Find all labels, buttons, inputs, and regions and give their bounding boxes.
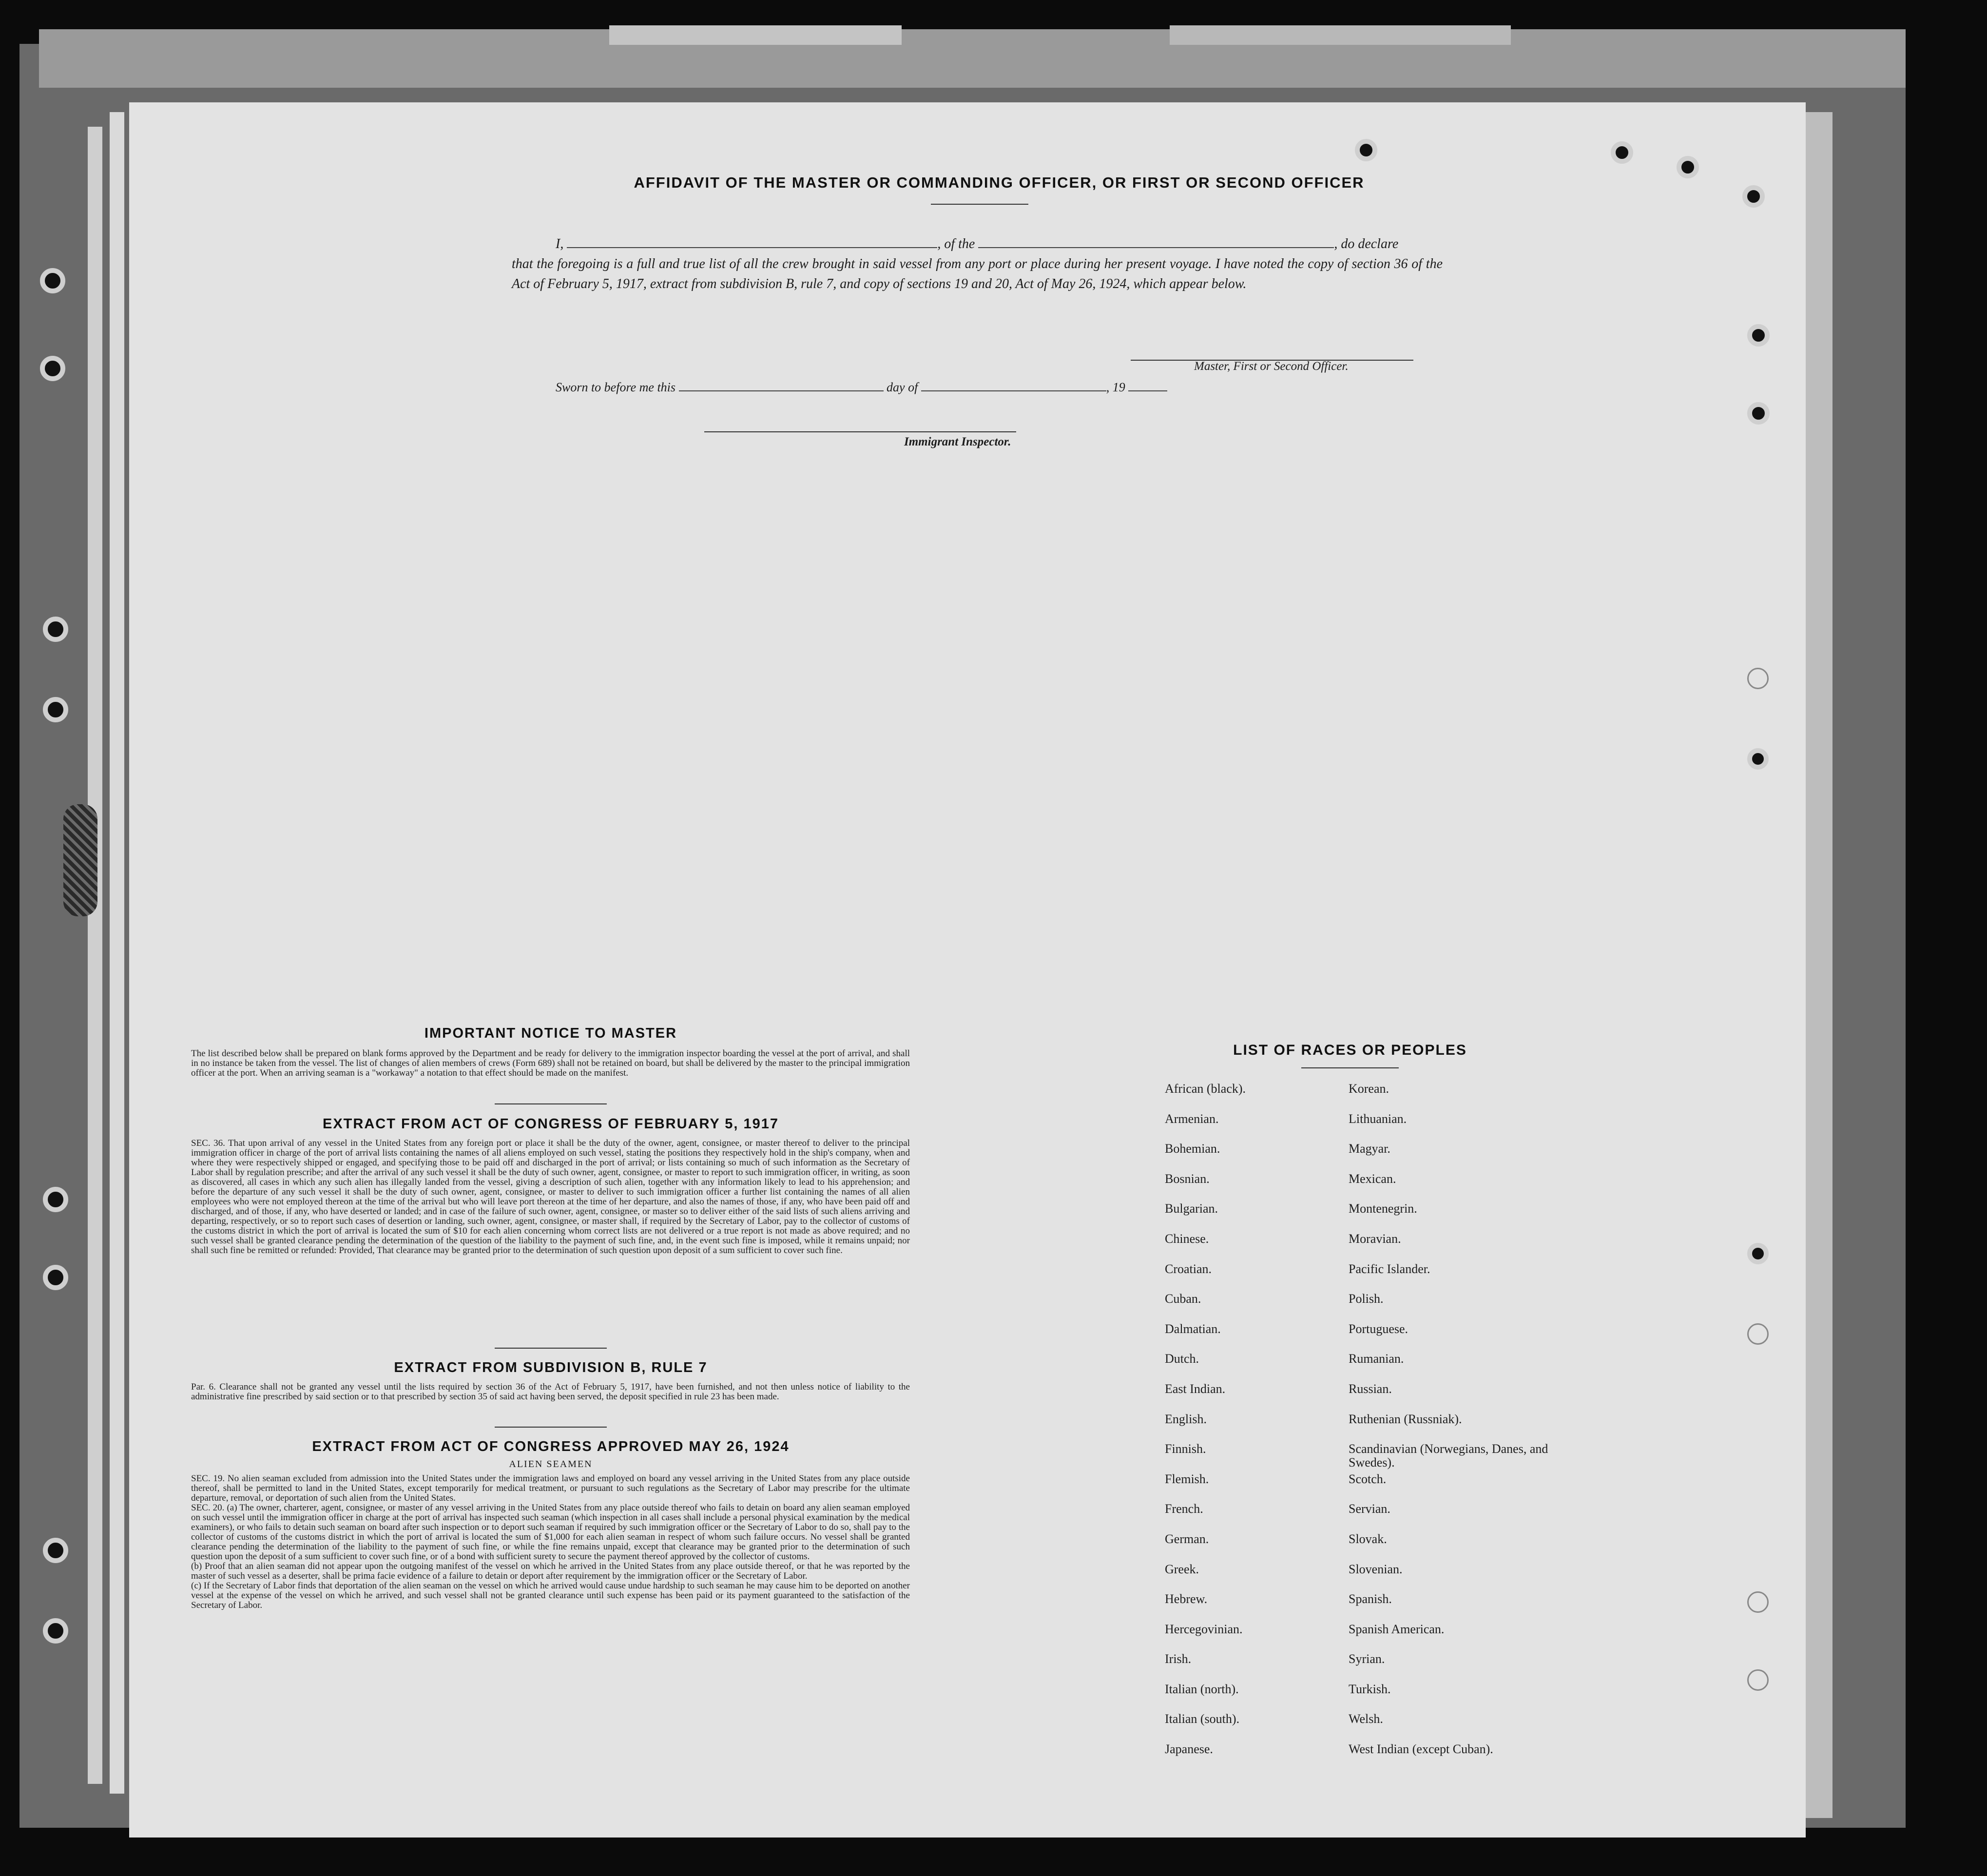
races-title: LIST OF RACES OR PEOPLES (1233, 1042, 1467, 1058)
binding-hole (43, 1538, 68, 1563)
race-item: African (black). (1165, 1082, 1246, 1096)
year-label: , 19 (1106, 380, 1125, 394)
sworn-day-field[interactable] (679, 390, 884, 391)
race-item: Italian (north). (1165, 1682, 1239, 1696)
affidavit-title: AFFIDAVIT OF THE MASTER OR COMMANDING OFFICER, OR FIRST OR SECOND OFFICER (634, 174, 1365, 191)
punch-hole-outline (1747, 1669, 1769, 1691)
do-declare-label: , do declare (1334, 236, 1399, 251)
day-of-label: day of (887, 380, 918, 394)
alien-seamen-subtitle: ALIEN SEAMEN (509, 1459, 593, 1470)
binding-hole (43, 1187, 68, 1212)
race-item: Italian (south). (1165, 1712, 1240, 1726)
race-item: Portuguese. (1349, 1321, 1408, 1336)
binding-hole (43, 617, 68, 642)
race-item: East Indian. (1165, 1381, 1226, 1396)
race-item: Mexican. (1349, 1171, 1396, 1186)
punch-hole (1355, 139, 1377, 161)
notice-text: The list described below shall be prepared on blank forms approved by the Department and be ready for delivery to the immigration inspector boarding the vessel at the port of arrival, and shall in no instance be taken from the vessel. The list of changes of alien members of crews (Form 689) shall not be retained on board, but shall be delivered by the master to the principal immigration officer at the port. When an arriving seaman is a "workaway" a notation to that effect should be made on the manifest. (191, 1048, 910, 1078)
race-item: Lithuanian. (1349, 1111, 1407, 1126)
race-item: Polish. (1349, 1292, 1384, 1306)
punch-hole (1747, 402, 1770, 425)
binding-hole (40, 268, 65, 293)
sworn-month-field[interactable] (921, 390, 1106, 391)
section-rule (495, 1348, 607, 1349)
race-item: Chinese. (1165, 1231, 1209, 1246)
punch-hole (1747, 748, 1769, 770)
page-edge-right (1803, 112, 1833, 1818)
race-item: Welsh. (1349, 1712, 1383, 1726)
race-item: Turkish. (1349, 1682, 1391, 1696)
punch-hole (1747, 1243, 1769, 1264)
race-item: Japanese. (1165, 1742, 1213, 1757)
race-item: Spanish. (1349, 1592, 1392, 1606)
page-edge-left (88, 127, 102, 1784)
race-item: West Indian (except Cuban). (1349, 1742, 1493, 1757)
torn-edge (609, 25, 902, 45)
backing-board-top (39, 29, 1906, 88)
race-item: Rumanian. (1349, 1352, 1404, 1366)
race-item: Greek. (1165, 1562, 1199, 1576)
page-edge-left-2 (110, 112, 124, 1794)
notice-title: IMPORTANT NOTICE TO MASTER (424, 1025, 677, 1041)
races-column-2 (1349, 1082, 1553, 1773)
extract-1917-text: SEC. 36. That upon arrival of any vessel in the United States from any foreign port or place it shall be the duty of the owner, agent, consignee, or master thereof to deliver to the principal immigration officer in charge of the port of arrival lists containing the names of all aliens employed on such vessel, stating the positions they respectively hold in the ship's company, when and where they were respectively shipped or engaged, and specifying those to be paid off and discharged in the port of arrival; or lists containing so much of such information as the Secretary of Labor shall by regulation prescribe; and after the arrival of any such vessel it shall be the duty of such owner, agent, consignee, or master to report to such immigration officer, in writing, as soon as discovered, all cases in which any such alien has illegally landed from the vessel, giving a description of such alien, together with any information likely to lead to his apprehension; and before the departure of any such vessel it shall be the duty of such owner, agent, consignee, or master to deliver to such immigration officer a further list containing the names of all alien employees who were not employed thereon at the time of the arrival but who will leave port thereon at the time of her departure, and also the names of those, if any, who have been paid off and discharged, and of those, if any, who have deserted or landed; and in case of the failure of such owner, agent, consignee, or master so to deliver either of the said lists of such aliens arriving and departing, respectively, or so to report such cases of desertion or landing, such owner, agent, consignee, or master shall, if required by the Secretary of Labor, pay to the collector of customs of the customs district in which the port of arrival is located the sum of $10 for each alien concerning whom correct lists are not delivered or a true report is not made as above required; and no such vessel shall be granted clearance pending the determination of the question of the liability to the payment of such fine, and, in the event such fine is imposed, while it remains unpaid; nor shall such fine be remitted or refunded: Provided, That clearance may be granted prior to the determination of such question upon deposit of a sum sufficient to cover such fine. (191, 1138, 910, 1256)
of-the-label: , of the (937, 236, 975, 251)
punch-hole-outline (1747, 1323, 1769, 1345)
race-item: Montenegrin. (1349, 1201, 1417, 1216)
torn-edge (1170, 25, 1511, 45)
race-item: Bosnian. (1165, 1171, 1210, 1186)
race-item: Scotch. (1349, 1471, 1387, 1486)
extract-1924-title: EXTRACT FROM ACT OF CONGRESS APPROVED MAY 26, 1924 (312, 1439, 790, 1454)
punch-hole (1747, 324, 1770, 347)
binding-hole (43, 1618, 68, 1644)
race-item: German. (1165, 1531, 1209, 1546)
race-item: Slovak. (1349, 1531, 1387, 1546)
i-label: I, (556, 236, 564, 251)
race-item: Armenian. (1165, 1111, 1219, 1126)
race-item: Syrian. (1349, 1652, 1385, 1666)
inspector-label: Immigrant Inspector. (904, 435, 1011, 448)
vessel-field[interactable] (978, 247, 1334, 248)
binding-hole (40, 356, 65, 381)
master-signature-label: Master, First or Second Officer. (1194, 360, 1349, 373)
race-item: Russian. (1349, 1381, 1392, 1396)
race-item: English. (1165, 1412, 1207, 1426)
race-item: Slovenian. (1349, 1562, 1403, 1576)
race-item: Dalmatian. (1165, 1321, 1221, 1336)
race-item: Hebrew. (1165, 1592, 1208, 1606)
section-rule (495, 1103, 607, 1104)
races-rule (1301, 1067, 1399, 1068)
punch-hole-outline (1747, 1591, 1769, 1613)
affidavit-declaration (512, 234, 1443, 294)
race-item: Pacific Islander. (1349, 1261, 1430, 1276)
race-item: Scandinavian (Norwegians, Danes, and Swedes). (1349, 1442, 1548, 1470)
title-rule (931, 204, 1028, 205)
name-field[interactable] (567, 247, 937, 248)
punch-hole (1611, 141, 1633, 164)
sec19-text: SEC. 19. No alien seaman excluded from admission into the United States under the immigration laws and employed on board any vessel arriving in the United States from any place outside thereof, shall be permitted to land in the United States, except temporarily for medical treatment, or pursuant to such regulations as the Secretary of Labor may prescribe for the ultimate departure, removal, or deportation of such alien from the United States. (191, 1473, 910, 1503)
race-item: Servian. (1349, 1502, 1390, 1516)
race-item: Bulgarian. (1165, 1201, 1218, 1216)
sec20a-text: SEC. 20. (a) The owner, charterer, agent, consignee, or master of any vessel arriving in the United States from any place outside thereof who fails to detain on board any alien seaman employed on such vessel until the immigration officer in charge at the port of arrival has inspected such seaman (which inspection in all cases shall include a personal physical examination by the medical examiners), or who fails to detain such seaman on board after such inspection or to deport such seaman if required by such immigration officer or the Secretary of Labor to do so, shall pay to the collector of customs of the customs district in which the port of arrival is located the sum of $1,000 for each alien seaman in respect of whom such failure occurs. No vessel shall be granted clearance pending the determination of the liability to the payment of such fine, or while the fine remains unpaid, except that clearance may be granted prior to the determination of such question upon the deposit of a sum sufficient to cover such fine, or of a bond with sufficient surety to secure the payment thereof approved by the collector of customs. (191, 1503, 910, 1562)
extract-1917-title: EXTRACT FROM ACT OF CONGRESS OF FEBRUARY 5, 1917 (322, 1116, 779, 1132)
race-item: Dutch. (1165, 1352, 1199, 1366)
extract-1924-text (191, 1474, 910, 1610)
race-item: Flemish. (1165, 1471, 1209, 1486)
extract-rule7-text: Par. 6. Clearance shall not be granted any vessel until the lists required by section 36 of the Act of February 5, 1917, have been furnished, and not then unless notice of liability to the administrative fine prescribed by said section or to that prescribed by section 35 of said act having been served, the deposit specified in rule 23 has been made. (191, 1382, 910, 1402)
punch-hole (1677, 156, 1699, 178)
race-item: Korean. (1349, 1082, 1389, 1096)
race-item: Irish. (1165, 1652, 1192, 1666)
race-item: Croatian. (1165, 1261, 1212, 1276)
sworn-year-field[interactable] (1128, 390, 1167, 391)
race-item: Ruthenian (Russniak). (1349, 1412, 1462, 1426)
races-column-1 (1165, 1082, 1246, 1773)
binding-hole (43, 697, 68, 722)
race-item: Cuban. (1165, 1292, 1201, 1306)
binding-cord (63, 804, 97, 916)
race-item: Magyar. (1349, 1141, 1390, 1156)
sworn-label: Sworn to before me this (556, 380, 676, 394)
race-item: Finnish. (1165, 1442, 1206, 1456)
affidavit-body: that the foregoing is a full and true list of all the crew brought in said vessel from any port or place during her present voyage. I have noted the copy of section 36 of the Act of February 5, 1917, extract from subdivision B, rule 7, and copy of sections 19 and 20, Act of May 26, 1924, which appear below. (512, 256, 1443, 291)
punch-hole-outline (1747, 668, 1769, 689)
race-item: French. (1165, 1502, 1203, 1516)
sec20b-text: (b) Proof that an alien seaman did not appear upon the outgoing manifest of the vessel on which he arrived in the United States from any place outside thereof, or that he was reported by the master of such vessel as a deserter, shall be prima facie evidence of a failure to detain or deport after requirement by the immigration officer or the Secretary of Labor. (191, 1561, 910, 1581)
race-item: Hercegovinian. (1165, 1622, 1243, 1636)
section-rule (495, 1427, 607, 1428)
sec20c-text: (c) If the Secretary of Labor finds that deportation of the alien seaman on the vessel on which he arrived would cause undue hardship to such seaman he may cause him to be deported on another vessel at the expense of the vessel on which he arrived, and such vessel shall not be granted clearance until such expense has been paid or its payment guaranteed to the satisfaction of the Secretary of Labor. (191, 1581, 910, 1610)
inspector-signature-line[interactable] (704, 431, 1016, 432)
punch-hole (1742, 185, 1765, 208)
race-item: Moravian. (1349, 1231, 1401, 1246)
binding-hole (43, 1265, 68, 1290)
sworn-line (556, 380, 1167, 395)
extract-rule7-title: EXTRACT FROM SUBDIVISION B, RULE 7 (394, 1360, 708, 1375)
race-item: Bohemian. (1165, 1141, 1220, 1156)
race-item: Spanish American. (1349, 1622, 1445, 1636)
